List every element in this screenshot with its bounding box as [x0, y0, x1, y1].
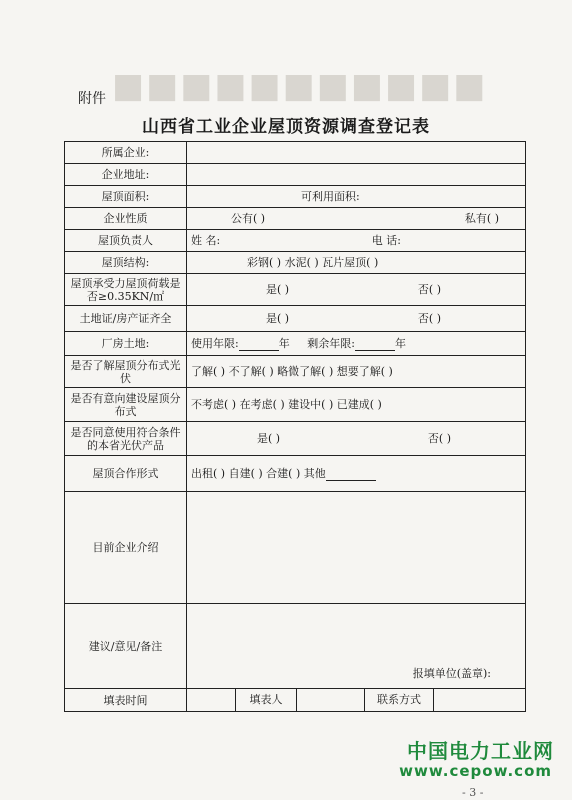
address-label: 企业地址:	[65, 164, 187, 186]
fill-time-field[interactable]	[187, 689, 236, 711]
nature-label: 企业性质	[65, 208, 187, 230]
company-field[interactable]	[187, 142, 526, 164]
advice-label: 建议/意见/备注	[65, 604, 187, 689]
nature-field[interactable]	[187, 208, 526, 230]
watermark-text: 中国电力工业网	[407, 739, 554, 763]
registration-form	[64, 141, 526, 712]
contact-field[interactable]	[434, 689, 525, 711]
plant-land-field[interactable]	[187, 332, 526, 356]
coop-options[interactable]: 出租( ) 自建( ) 合建( ) 其他	[191, 466, 326, 480]
bleed-through-header: ■■■■■■■■■■■	[112, 66, 488, 106]
fill-time-row	[187, 689, 526, 712]
usable-area-label: 可利用面积:	[301, 190, 360, 203]
intro-label: 目前企业介绍	[65, 492, 187, 604]
structure-options[interactable]: 彩钢( ) 水泥( ) 瓦片屋顶( )	[187, 252, 526, 274]
form-title: 山西省工业企业屋顶资源调查登记表	[142, 117, 430, 137]
structure-label: 屋顶结构:	[65, 252, 187, 274]
load-no-option[interactable]: 否( )	[417, 283, 441, 296]
contact-label: 联系方式	[365, 689, 434, 711]
years-used-input[interactable]	[239, 337, 279, 351]
build-intent-label: 是否有意向建设屋顶分布式	[65, 388, 187, 422]
local-product-label: 是否同意使用符合条件的本省光伏产品	[65, 422, 187, 456]
pv-knowledge-label: 是否了解屋顶分布式光伏	[65, 356, 187, 388]
intro-field[interactable]	[187, 492, 526, 604]
coop-form-field[interactable]	[187, 456, 526, 492]
filler-label: 填表人	[236, 689, 297, 711]
local-yes-option[interactable]: 是( )	[257, 432, 281, 445]
watermark-url: www.cepow.com	[399, 762, 552, 780]
land-yes-option[interactable]: 是( )	[266, 312, 290, 325]
address-field[interactable]	[187, 164, 526, 186]
roof-area-field[interactable]	[187, 186, 526, 208]
load-label: 屋顶承受力屋顶荷载是否≥0.35KN/㎡	[65, 274, 187, 306]
plant-land-label: 厂房土地:	[65, 332, 187, 356]
load-yes-option[interactable]: 是( )	[266, 283, 290, 296]
roof-area-label: 屋顶面积:	[65, 186, 187, 208]
land-no-option[interactable]: 否( )	[417, 312, 441, 325]
phone-label: 电 话:	[371, 234, 401, 247]
public-option[interactable]: 公有( )	[231, 212, 266, 225]
year-unit-2: 年	[394, 336, 406, 350]
filler-field[interactable]	[297, 689, 365, 711]
land-cert-field[interactable]	[187, 306, 526, 332]
years-used-label: 使用年限:	[191, 336, 239, 350]
years-remaining-input[interactable]	[355, 337, 395, 351]
page-number: - 3 -	[462, 786, 484, 799]
attachment-label: 附件	[78, 91, 106, 107]
name-label: 姓 名:	[191, 234, 221, 247]
land-cert-label: 土地证/房产证齐全	[65, 306, 187, 332]
years-remaining-label: 剩余年限:	[307, 336, 355, 350]
year-unit: 年	[278, 336, 290, 350]
private-option[interactable]: 私有( )	[464, 212, 499, 225]
advice-field[interactable]	[187, 604, 526, 689]
local-no-option[interactable]: 否( )	[427, 432, 451, 445]
load-field[interactable]	[187, 274, 526, 306]
pv-knowledge-options[interactable]: 了解( ) 不了解( ) 略微了解( ) 想要了解( )	[187, 356, 526, 388]
roof-owner-field[interactable]	[187, 230, 526, 252]
fill-time-label: 填表时间	[65, 689, 187, 712]
coop-form-label: 屋顶合作形式	[65, 456, 187, 492]
roof-owner-label: 屋顶负责人	[65, 230, 187, 252]
stamp-label: 报填单位(盖章):	[412, 667, 491, 680]
coop-other-input[interactable]	[326, 467, 376, 481]
local-product-field[interactable]	[187, 422, 526, 456]
build-intent-options[interactable]: 不考虑( ) 在考虑( ) 建设中( ) 已建成( )	[187, 388, 526, 422]
company-label: 所属企业:	[65, 142, 187, 164]
